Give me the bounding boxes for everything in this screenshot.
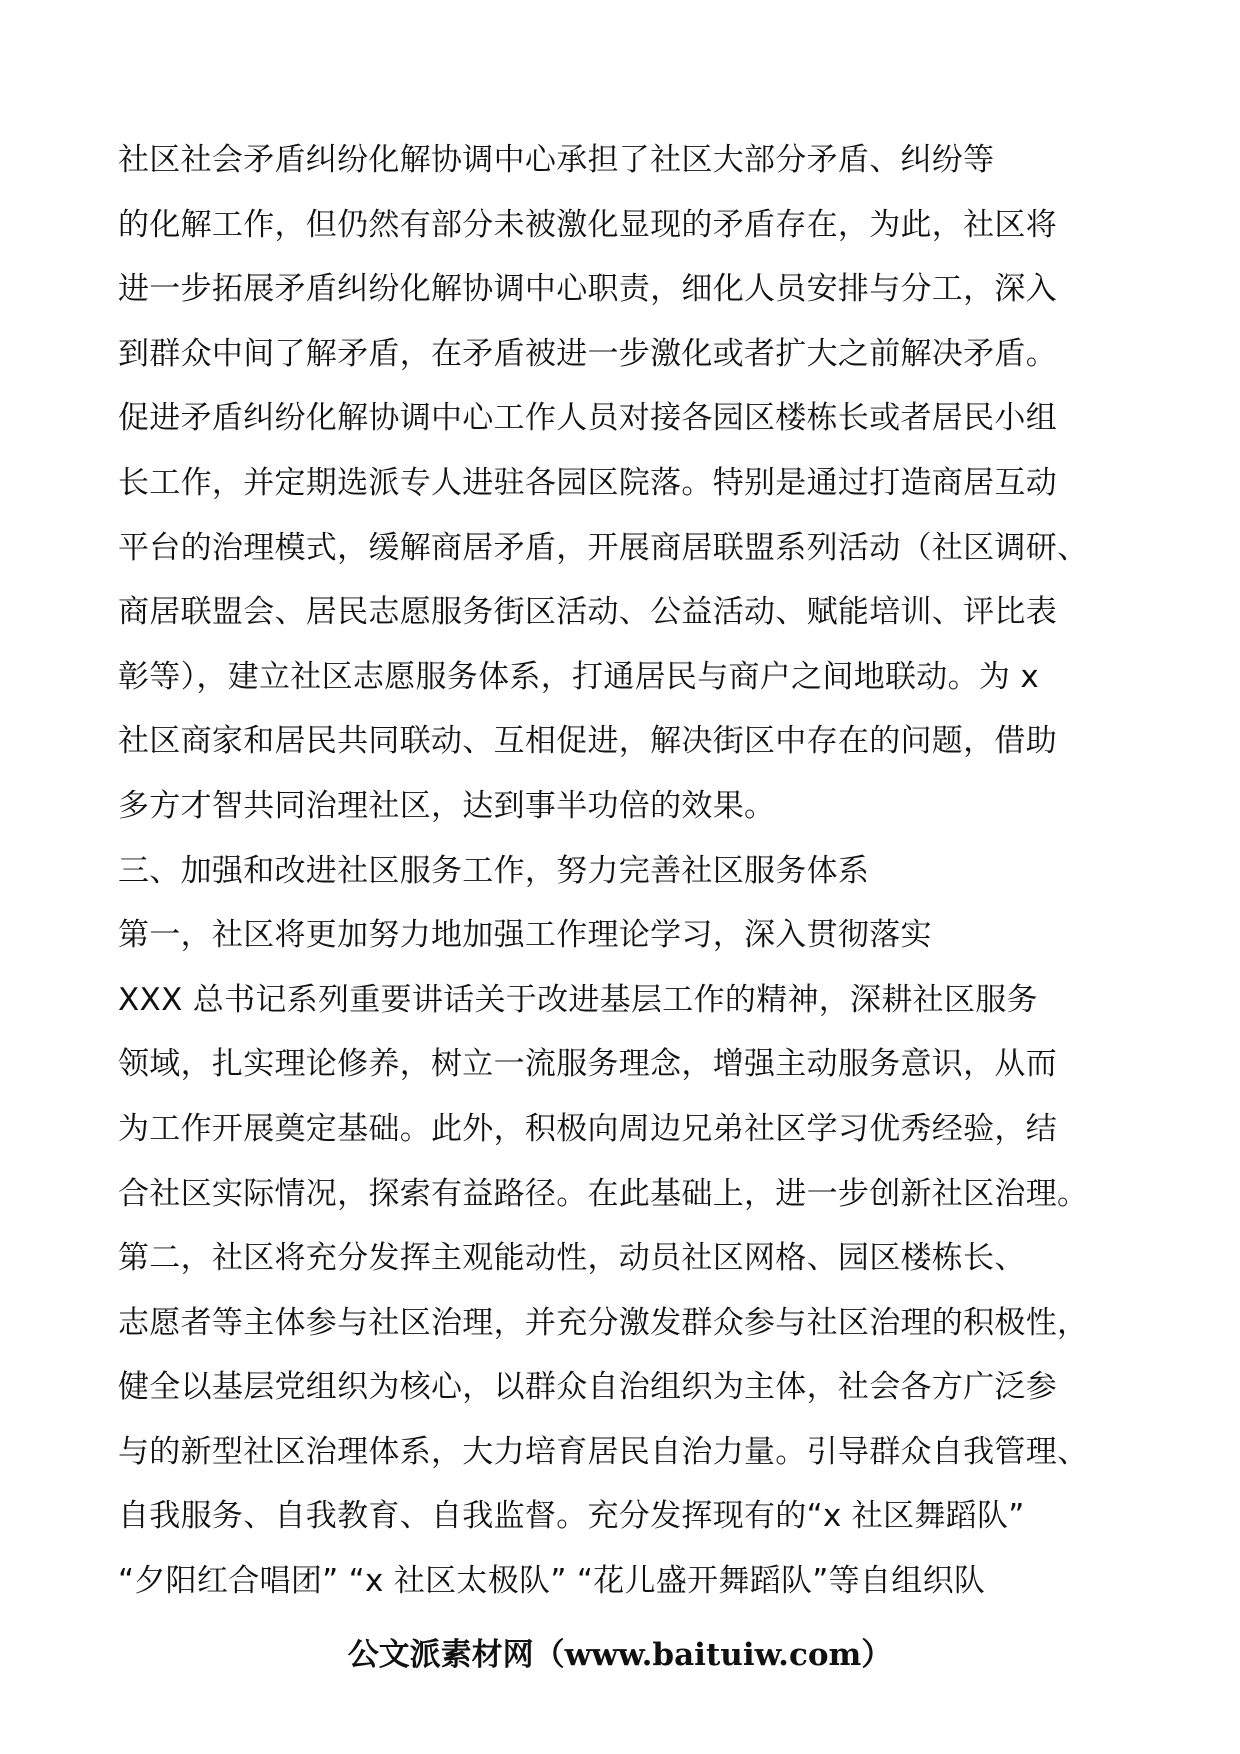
text-line: 的化解工作，但仍然有部分未被激化显现的矛盾存在，为此，社区将 bbox=[118, 206, 1057, 243]
text-line: 进一步拓展矛盾纠纷化解协调中心职责，细化人员安排与分工，深入 bbox=[118, 271, 1057, 308]
text-line: 健全以基层党组织为核心，以群众自治组织为主体，社会各方广泛参 bbox=[118, 1369, 1057, 1406]
text-line: XXX 总书记系列重要讲话关于改进基层工作的精神，深耕社区服务 bbox=[118, 981, 1038, 1018]
text-line: 社区商家和居民共同联动、互相促进，解决街区中存在的问题，借助 bbox=[118, 723, 1057, 760]
text-line: “夕阳红合唱团” “x 社区太极队” “花儿盛开舞蹈队”等自组织队 bbox=[118, 1563, 986, 1600]
text-line: 彰等），建立社区志愿服务体系，打通居民与商户之间地联动。为 x bbox=[118, 658, 1039, 695]
text-line: 与的新型社区治理体系，大力培育居民自治力量。引导群众自我管理、 bbox=[118, 1433, 1089, 1470]
footer-watermark: 公文派素材网（www.baituiw.com） bbox=[347, 1637, 893, 1673]
text-line: 第一，社区将更加努力地加强工作理论学习，深入贯彻落实 bbox=[118, 917, 932, 954]
text-line: 多方才智共同治理社区，达到事半功倍的效果。 bbox=[118, 787, 776, 824]
text-line: 为工作开展奠定基础。此外，积极向周边兄弟社区学习优秀经验，结 bbox=[118, 1110, 1057, 1147]
text-line: 合社区实际情况，探索有益路径。在此基础上，进一步创新社区治理。 bbox=[118, 1175, 1089, 1212]
document-body bbox=[118, 128, 1128, 1614]
text-line: 社区社会矛盾纠纷化解协调中心承担了社区大部分矛盾、纠纷等 bbox=[118, 142, 995, 178]
text-line: 到群众中间了解矛盾，在矛盾被进一步激化或者扩大之前解决矛盾。 bbox=[118, 335, 1057, 372]
text-line: 平台的治理模式，缓解商居矛盾，开展商居联盟系列活动（社区调研、 bbox=[118, 529, 1089, 566]
text-line: 领域，扎实理论修养，树立一流服务理念，增强主动服务意识，从而 bbox=[118, 1046, 1057, 1083]
text-line: 志愿者等主体参与社区治理，并充分激发群众参与社区治理的积极性， bbox=[118, 1304, 1089, 1341]
text-line: 商居联盟会、居民志愿服务街区活动、公益活动、赋能培训、评比表 bbox=[118, 594, 1057, 631]
text-line: 促进矛盾纠纷化解协调中心工作人员对接各园区楼栋长或者居民小组 bbox=[118, 400, 1057, 437]
section-heading: 三、加强和改进社区服务工作，努力完善社区服务体系 bbox=[118, 852, 870, 889]
text-line: 长工作，并定期选派专人进驻各园区院落。特别是通过打造商居互动 bbox=[118, 464, 1057, 501]
text-line: 自我服务、自我教育、自我监督。充分发挥现有的“x 社区舞蹈队” bbox=[118, 1498, 1025, 1535]
text-line: 第二，社区将充分发挥主观能动性，动员社区网格、园区楼栋长、 bbox=[118, 1240, 1026, 1277]
